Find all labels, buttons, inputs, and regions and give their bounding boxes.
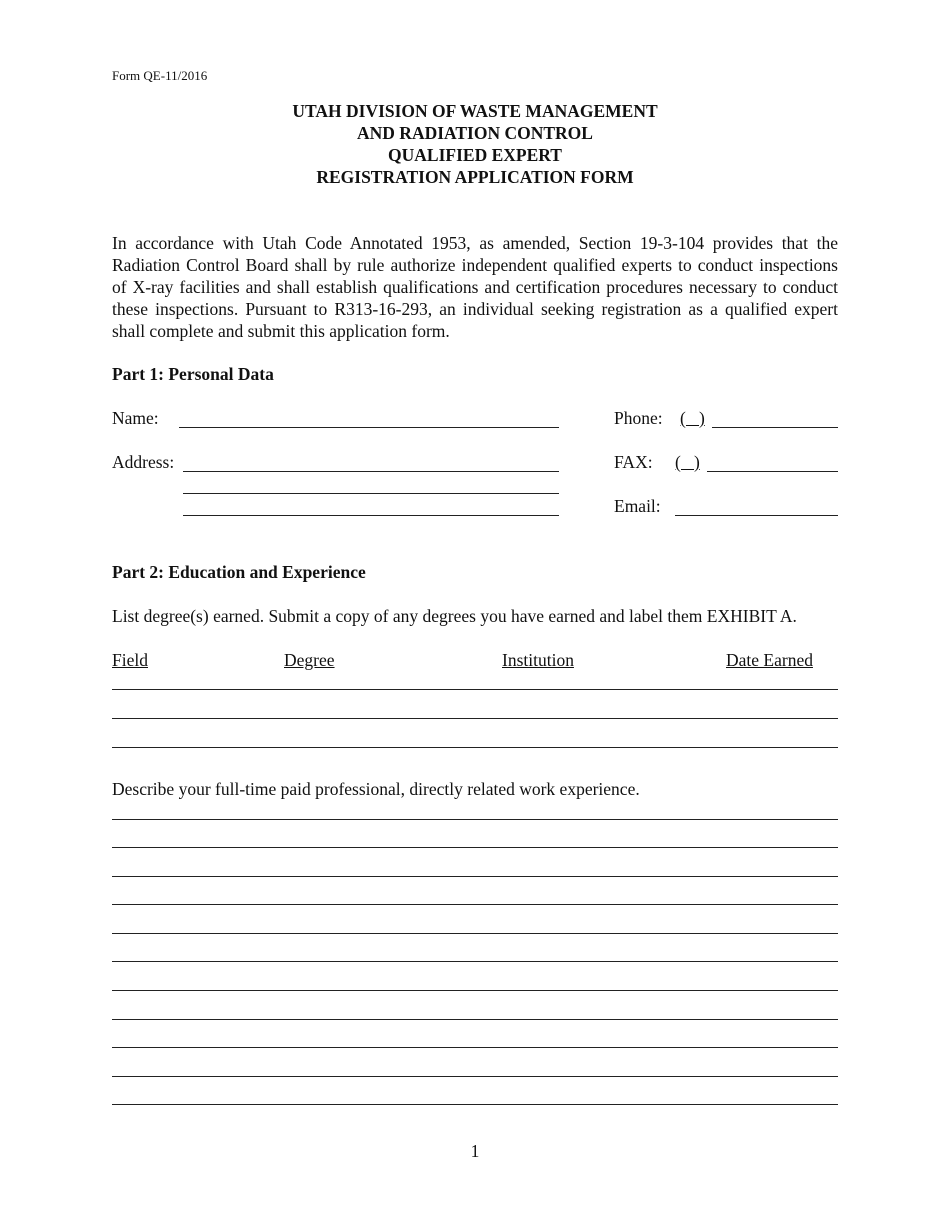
- experience-entry-line[interactable]: [112, 904, 838, 905]
- experience-entry-line[interactable]: [112, 1076, 838, 1077]
- experience-entry-line[interactable]: [112, 961, 838, 962]
- part1-heading: Part 1: Personal Data: [112, 364, 274, 384]
- experience-entry-line[interactable]: [112, 1047, 838, 1048]
- intro-paragraph: [112, 232, 838, 342]
- page-title: [112, 100, 838, 188]
- fax-label: FAX:: [614, 452, 653, 472]
- address-label: Address:: [112, 452, 175, 472]
- form-id: Form QE-11/2016: [112, 68, 208, 83]
- experience-entry-line[interactable]: [112, 990, 838, 991]
- title-line: QUALIFIED EXPERT: [388, 145, 562, 165]
- column-header-date-earned: Date Earned: [726, 650, 813, 670]
- experience-entry-line[interactable]: [112, 876, 838, 877]
- degree-entry-line[interactable]: [112, 718, 838, 719]
- page-number: 1: [470, 1141, 480, 1161]
- name-field[interactable]: [179, 427, 559, 428]
- column-header-degree: Degree: [284, 650, 335, 670]
- experience-entry-line[interactable]: [112, 847, 838, 848]
- name-label: Name:: [112, 408, 159, 428]
- intro-line: In accordance with Utah Code Annotated 1953, as amended, Section 19-3-104 provides that the: [112, 233, 838, 253]
- intro-line: shall complete and submit this application form.: [112, 321, 450, 341]
- degree-entry-line[interactable]: [112, 689, 838, 690]
- phone-area-code[interactable]: ( ): [680, 408, 705, 428]
- experience-entry-line[interactable]: [112, 819, 838, 820]
- fax-field[interactable]: [707, 471, 838, 472]
- intro-line: Radiation Control Board shall by rule authorize independent qualified experts to conduct inspections: [112, 255, 838, 275]
- address-field-line-2[interactable]: [183, 493, 559, 494]
- degrees-instruction: List degree(s) earned. Submit a copy of any degrees you have earned and label them EXHIBIT A.: [112, 606, 797, 626]
- experience-entry-line[interactable]: [112, 1019, 838, 1020]
- experience-entry-line[interactable]: [112, 933, 838, 934]
- part2-heading: Part 2: Education and Experience: [112, 562, 366, 582]
- phone-field[interactable]: [712, 427, 838, 428]
- degree-entry-line[interactable]: [112, 747, 838, 748]
- experience-entry-line[interactable]: [112, 1104, 838, 1105]
- column-header-institution: Institution: [502, 650, 574, 670]
- phone-label: Phone:: [614, 408, 663, 428]
- column-header-field: Field: [112, 650, 148, 670]
- address-field-line-1[interactable]: [183, 471, 559, 472]
- title-line: AND RADIATION CONTROL: [357, 123, 593, 143]
- title-line: REGISTRATION APPLICATION FORM: [316, 167, 634, 187]
- experience-instruction: Describe your full-time paid professional, directly related work experience.: [112, 779, 640, 799]
- title-line: UTAH DIVISION OF WASTE MANAGEMENT: [292, 101, 658, 121]
- address-field-line-3[interactable]: [183, 515, 559, 516]
- email-field[interactable]: [675, 515, 838, 516]
- intro-line: of X-ray facilities and shall establish qualifications and certification procedures necessary to conduct: [112, 277, 838, 297]
- intro-line: these inspections. Pursuant to R313-16-293, an individual seeking registration as a qualified expert: [112, 299, 838, 319]
- fax-area-code[interactable]: ( ): [675, 452, 700, 472]
- email-label: Email:: [614, 496, 661, 516]
